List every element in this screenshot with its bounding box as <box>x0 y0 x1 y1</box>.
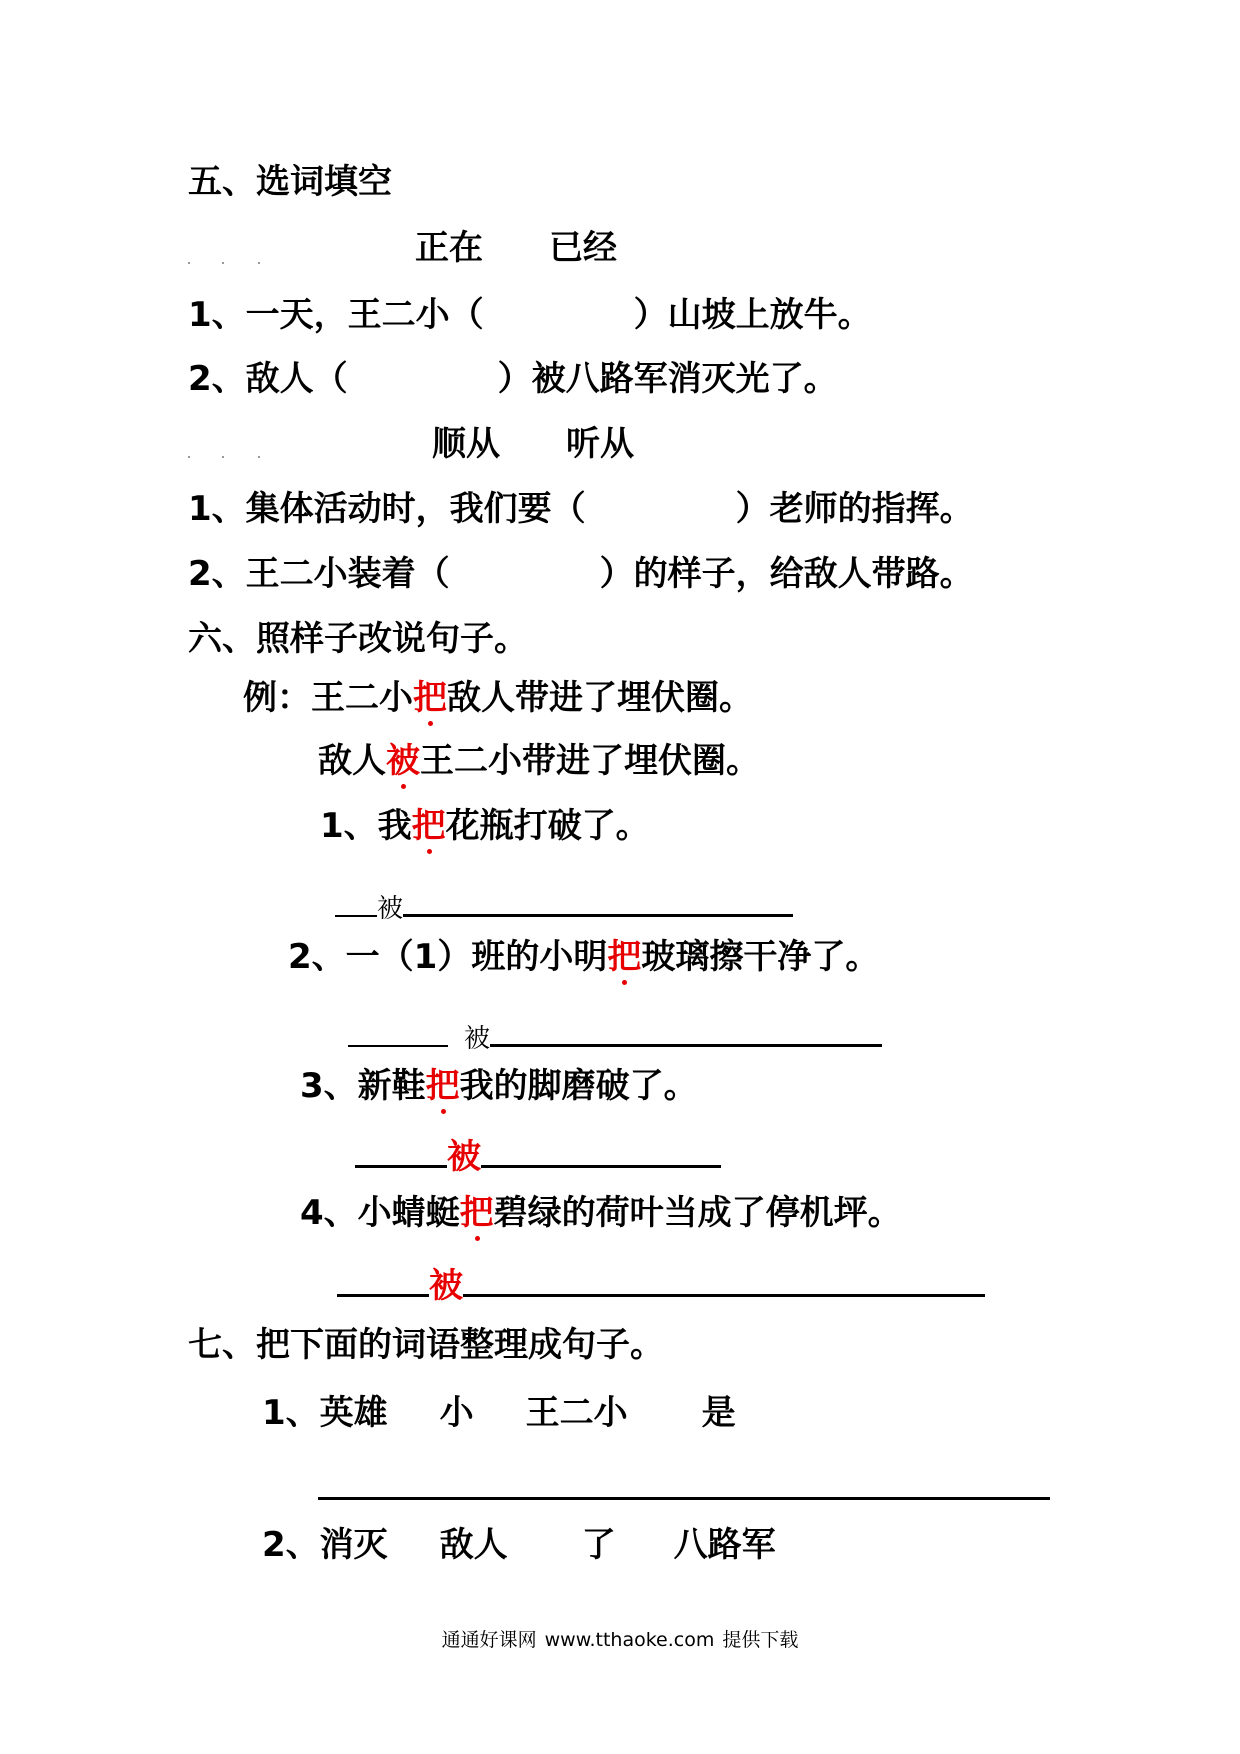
answer-blank[interactable] <box>463 1264 985 1297</box>
ba-marker: 把 <box>413 678 447 718</box>
tick-mark <box>188 262 190 264</box>
section6-title: 六、照样子改说句子。 <box>188 619 528 659</box>
question-number: 1、 <box>262 1393 320 1433</box>
bei-marker: 被 <box>386 741 420 781</box>
bei-marker: 被 <box>429 1266 463 1306</box>
question-text: ）山坡上放牛。 <box>633 295 872 335</box>
tick-mark <box>222 262 224 264</box>
question-text: ）老师的指挥。 <box>735 489 974 529</box>
tick-mark <box>258 262 260 264</box>
ba-marker: 把 <box>459 1193 494 1233</box>
word-option-yijing: 已经 <box>549 228 617 268</box>
reorder-question-2 <box>262 1525 776 1565</box>
footer-url[interactable]: www.tthaoke.com <box>544 1629 715 1651</box>
word-chip: 小 <box>439 1393 474 1433</box>
answer-blank[interactable] <box>335 885 377 917</box>
question-text: 2、王二小装着（ <box>188 554 450 594</box>
tick-mark <box>188 456 190 458</box>
word-chip: 敌人 <box>439 1525 508 1565</box>
sentence-text: 1、我 <box>320 806 412 846</box>
reorder-question-1 <box>262 1393 736 1433</box>
ba-marker: 把 <box>607 937 642 977</box>
answer-blank[interactable] <box>337 1264 429 1297</box>
answer-blank[interactable] <box>318 1467 1050 1500</box>
answer-line-3 <box>355 1135 721 1177</box>
word-option-shuncong: 顺从 <box>432 424 500 464</box>
answer-blank[interactable] <box>355 1135 447 1168</box>
bei-marker: 被 <box>447 1137 481 1177</box>
word-chip: 英雄 <box>319 1393 388 1433</box>
word-option-tingcong: 听从 <box>566 424 634 464</box>
question-5-1 <box>188 295 872 335</box>
sentence-text: 敌人带进了埋伏圈。 <box>447 678 753 718</box>
answer-blank[interactable] <box>348 1015 448 1047</box>
answer-line-1 <box>335 884 793 929</box>
answer-blank[interactable] <box>403 884 793 917</box>
word-chip: 王二小 <box>525 1393 628 1433</box>
word-chip: 了 <box>581 1525 616 1565</box>
footer-site-name: 通通好课网 <box>441 1629 537 1651</box>
sentence-text: 我的脚磨破了。 <box>459 1066 698 1106</box>
question-text: ）被八路军消灭光了。 <box>497 359 838 399</box>
sentence-text: 碧绿的荷叶当成了停机坪。 <box>493 1193 902 1233</box>
section5-title: 五、选词填空 <box>188 162 392 202</box>
answer-blank[interactable] <box>481 1135 721 1168</box>
ba-marker: 把 <box>411 806 446 846</box>
question-5-2 <box>188 359 838 399</box>
sentence-text: 4、小蜻蜓 <box>300 1193 460 1233</box>
question-5-3 <box>188 489 974 529</box>
page-footer <box>0 1628 1240 1652</box>
tick-mark <box>258 456 260 458</box>
question-text: 1、一天，王二小（ <box>188 295 484 335</box>
example-sentence-2 <box>318 741 760 781</box>
question-number: 2、 <box>262 1525 320 1565</box>
question-text: 2、敌人（ <box>188 359 348 399</box>
bei-marker: 被 <box>377 894 404 924</box>
bei-marker: 被 <box>464 1024 491 1054</box>
sentence-text: 王二小带进了埋伏圈。 <box>420 741 760 781</box>
sentence-text: 3、新鞋 <box>300 1066 426 1106</box>
word-option-zhengzai: 正在 <box>415 228 483 268</box>
example-sentence-1 <box>243 678 753 718</box>
word-chip: 八路军 <box>673 1525 776 1565</box>
exercise-sentence-2 <box>288 937 879 977</box>
sentence-text: 王二小 <box>311 678 413 718</box>
question-5-4 <box>188 554 974 594</box>
ba-marker: 把 <box>425 1066 460 1106</box>
sentence-text: 花瓶打破了。 <box>445 806 650 846</box>
question-text: 1、集体活动时，我们要（ <box>188 489 586 529</box>
sentence-text: 玻璃擦干净了。 <box>641 937 880 977</box>
answer-line-2 <box>348 1014 882 1059</box>
footer-suffix: 提供下载 <box>722 1629 799 1651</box>
word-chip: 消灭 <box>319 1525 388 1565</box>
section7-title: 七、把下面的词语整理成句子。 <box>188 1325 664 1365</box>
example-label: 例： <box>243 678 311 718</box>
answer-blank[interactable] <box>490 1014 882 1047</box>
exercise-sentence-3 <box>300 1066 698 1106</box>
word-chip: 是 <box>701 1393 736 1433</box>
answer-line-4 <box>337 1264 985 1306</box>
question-text: ）的样子，给敌人带路。 <box>599 554 974 594</box>
sentence-text: 2、一（1）班的小明 <box>288 937 608 977</box>
tick-mark <box>222 456 224 458</box>
exercise-sentence-1 <box>320 806 650 846</box>
exercise-sentence-4 <box>300 1193 902 1233</box>
sentence-text: 敌人 <box>318 741 386 781</box>
